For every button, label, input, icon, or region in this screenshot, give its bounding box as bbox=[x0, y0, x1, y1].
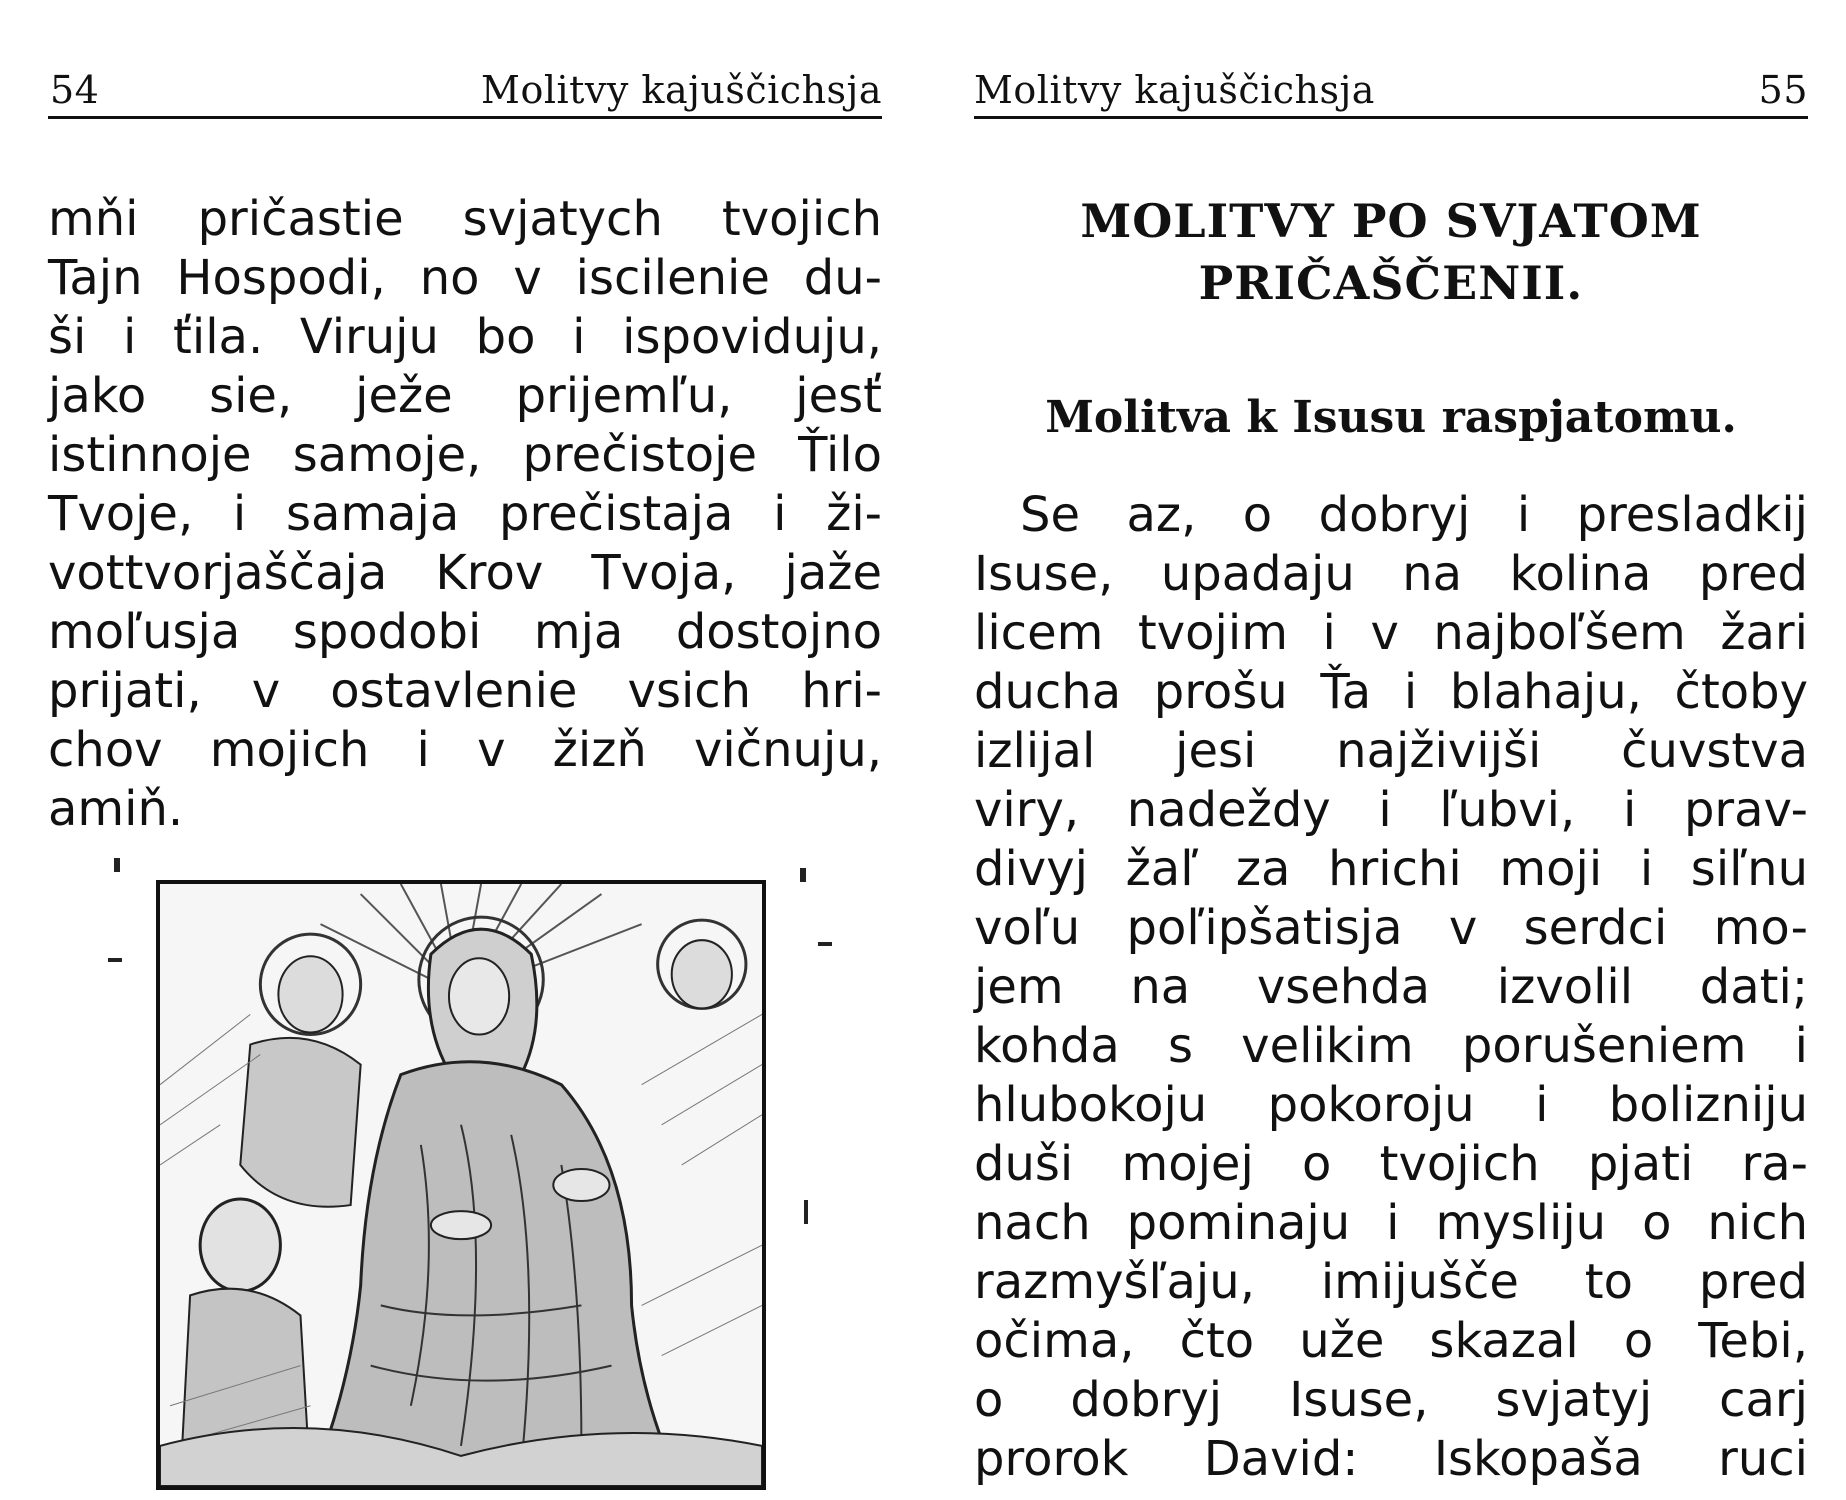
text-line: chov mojich i v žizň vičnuju, bbox=[48, 722, 882, 778]
print-speck bbox=[108, 958, 122, 962]
print-speck bbox=[804, 1200, 808, 1224]
text-line: nach pominaju i mysliju o nich bbox=[974, 1195, 1808, 1251]
text-line: jako sie, ježe prijemľu, jesť bbox=[48, 368, 882, 424]
print-speck bbox=[818, 942, 832, 946]
text-line: mňi pričastie svjatych tvojich bbox=[48, 191, 882, 247]
print-speck bbox=[114, 858, 120, 872]
text-line: amiň. bbox=[48, 781, 184, 837]
text-line: licem tvojim i v najboľšem žari bbox=[974, 605, 1808, 661]
engraving-illustration bbox=[156, 880, 766, 1490]
text-line: očima, čto uže skazal o Tebi, bbox=[974, 1313, 1808, 1369]
print-speck bbox=[800, 868, 806, 882]
right-page-number: 55 bbox=[1758, 68, 1808, 112]
section-heading bbox=[974, 190, 1808, 314]
engraving-drawing bbox=[160, 884, 762, 1486]
text-line: Se az, o dobryj i presladkij bbox=[1020, 487, 1808, 543]
text-line: Tvoje, i samaja prečistaja i ži- bbox=[48, 486, 882, 542]
left-page bbox=[48, 0, 882, 1500]
section-heading-line: PRIČAŠČENII. bbox=[1198, 256, 1584, 310]
text-line: viry, nadeždy i ľubvi, i prav- bbox=[974, 782, 1808, 838]
text-line: izlijal jesi najživijši čuvstva bbox=[974, 723, 1808, 779]
right-body-text bbox=[974, 486, 1808, 1489]
right-running-head bbox=[974, 64, 1808, 119]
section-heading-line: MOLITVY PO SVJATOM bbox=[1080, 194, 1702, 248]
left-running-head bbox=[48, 64, 882, 119]
left-running-title: Molitvy kajuščichsja bbox=[481, 68, 882, 112]
text-line: voľu poľipšatisja v serdci mo- bbox=[974, 900, 1808, 956]
text-line: Tajn Hospodi, no v iscilenie du- bbox=[48, 250, 882, 306]
text-line: moľusja spodobi mja dostojno bbox=[48, 604, 882, 660]
left-page-number: 54 bbox=[50, 68, 100, 112]
right-running-title: Molitvy kajuščichsja bbox=[974, 68, 1375, 112]
text-line: ducha prošu Ťa i blahaju, čtoby bbox=[974, 664, 1808, 720]
prayer-title: Molitva k Isusu raspjatomu. bbox=[1045, 392, 1737, 443]
text-line: hlubokoju pokoroju i bolizniju bbox=[974, 1077, 1808, 1133]
text-line: prorok David: Iskopaša ruci bbox=[974, 1431, 1808, 1487]
text-line: prijati, v ostavlenie vsich hri- bbox=[48, 663, 882, 719]
right-page bbox=[974, 0, 1808, 1500]
text-line: duši mojej o tvojich pjati ra- bbox=[974, 1136, 1808, 1192]
left-body-text bbox=[48, 190, 882, 839]
text-line: divyj žaľ za hrichi moji i siľnu bbox=[974, 841, 1808, 897]
text-line: vottvorjaščaja Krov Tvoja, jaže bbox=[48, 545, 882, 601]
text-line: o dobryj Isuse, svjatyj carj bbox=[974, 1372, 1808, 1428]
text-line: kohda s velikim porušeniem i bbox=[974, 1018, 1808, 1074]
text-line: jem na vsehda izvolil dati; bbox=[974, 959, 1808, 1015]
text-line: Isuse, upadaju na kolina pred bbox=[974, 546, 1808, 602]
text-line: istinnoje samoje, prečistoje Ťilo bbox=[48, 427, 882, 483]
text-line: ši i ťila. Viruju bo i ispoviduju, bbox=[48, 309, 882, 365]
text-line: razmyšľaju, imijušče to pred bbox=[974, 1254, 1808, 1310]
